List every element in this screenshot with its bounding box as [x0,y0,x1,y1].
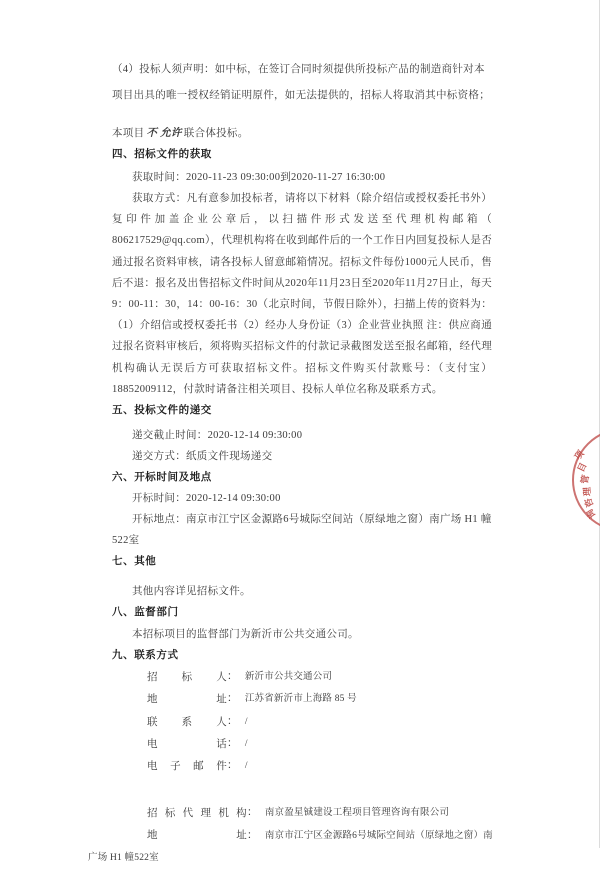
contact-row-email [147,755,492,777]
contact-colon: ： [227,760,238,772]
contact-colon: ： [247,806,258,818]
obtain-method-paragraph: 获取方式：凡有意参加投标者，请将以下材料（除介绍信或授权委托书外）复印件加盖企业公章后，以扫描件形式发送至代理机构邮箱（ 806217529@qq.com），代理机构将在收到邮件后的一个工作日内回复投标人是否通过报名资料审核，请各投标人留意邮箱情况。招标文件每份1000元人民币，售后不退：报名及出售招标文件时间从2020年11月23日至2020年11月27日止，每天9：00-11：30，14：00-16：30（北京时间，节假日除外），扫描上传的资料为：（1）介绍信或授权委托书（2）经办人身份证（3）企业营业执照 注：供应商通过报名资料审核后，须将购买招标文件的付款记录截图发送至报名邮箱，经代理机构确认无误后方可获取招标文件。招标文件购买付款账号：（支付宝）18852009112，付款时请备注相关项目、投标人单位名称及联系方式。 [112,193,492,395]
joint-bid-note [112,123,492,144]
contact-label: 地址 [147,694,227,706]
contact-value: 江苏省新沂市上海路 85 号 [244,694,357,705]
joint-bid-suffix: 联合体投标。 [183,128,249,139]
contact-label: 招标人 [147,672,227,684]
seal-char: 项 [572,448,586,462]
contact-colon: ： [227,737,238,749]
section-5-heading: 五、投标文件的递交 [112,405,212,417]
contact-row-agency [147,802,492,824]
submission-deadline-paragraph: 递交截止时间：2020-12-14 09:30:00 [132,430,303,442]
submission-method-paragraph: 递交方式：纸质文件现场递交 [132,451,273,463]
section-8-heading: 八、监督部门 [112,607,179,619]
section-7-heading: 七、其他 [112,556,157,568]
contact-value: 新沂市公共交通公司 [244,672,333,683]
joint-bid-prefix: 本项目 [112,128,145,139]
contact-label: 电子邮件 [147,761,227,773]
seal-char: 目 [575,461,589,474]
section-4-heading: 四、招标文件的获取 [112,149,212,160]
seal-char: 咨 [582,496,596,509]
section-9-heading: 九、联系方式 [112,650,179,662]
contact-label: 联系人 [147,716,227,728]
bidder-declaration-paragraph: （4）投标人须声明：如中标，在签订合同时须提供所投标产品的制造商针对本项目出具的唯一授权经销证明原件，如无法提供的，招标人将取消其中标资格； [112,64,490,101]
contact-row-tenderer [147,666,492,688]
obtain-time-paragraph: 获取时间：2020-11-23 09:30:00到2020-11-27 16:30:00 [132,172,386,183]
other-content-paragraph: 其他内容详见招标文件。 [132,586,251,598]
contact-row-address [147,688,492,710]
bid-opening-location-paragraph: 开标地点：南京市江宁区金源路6号城际空间站（原绿地之窗）南广场 H1 幢522室 [112,514,492,547]
contact-value: / [244,738,248,749]
seal-char: 理 [581,486,593,497]
contact-label: 地址 [147,829,247,841]
contact-label: 招标代理机构 [147,807,247,819]
joint-bid-emphasis: 不 允许 [146,128,182,139]
section-6-heading: 六、开标时间及地点 [112,472,212,484]
contact-value: / [244,761,248,772]
seal-char: 管 [579,473,591,485]
contact-colon: ： [247,829,258,841]
contact-colon: ： [227,671,238,683]
contact-label: 电话 [147,738,227,750]
contact-row-agency-address [88,825,493,869]
contact-colon: ： [227,693,238,705]
bid-opening-time-paragraph: 开标时间：2020-12-14 09:30:00 [132,493,281,505]
contact-info-block [88,666,493,869]
seal-char: 询 [584,507,598,521]
contact-value: 南京市江宁区金源路6号城际空间站（原绿地之窗）南广场 H1 幢522室 [88,830,493,863]
contact-value: 南京盈星铖建设工程项目管理咨询有限公司 [264,807,450,818]
contact-colon: ： [227,715,238,727]
contact-value: / [244,716,248,727]
contact-row-contact-person [147,711,492,733]
supervision-department-paragraph: 本招标项目的监督部门为新沂市公共交通公司。 [132,629,359,641]
contact-row-phone [147,733,492,755]
